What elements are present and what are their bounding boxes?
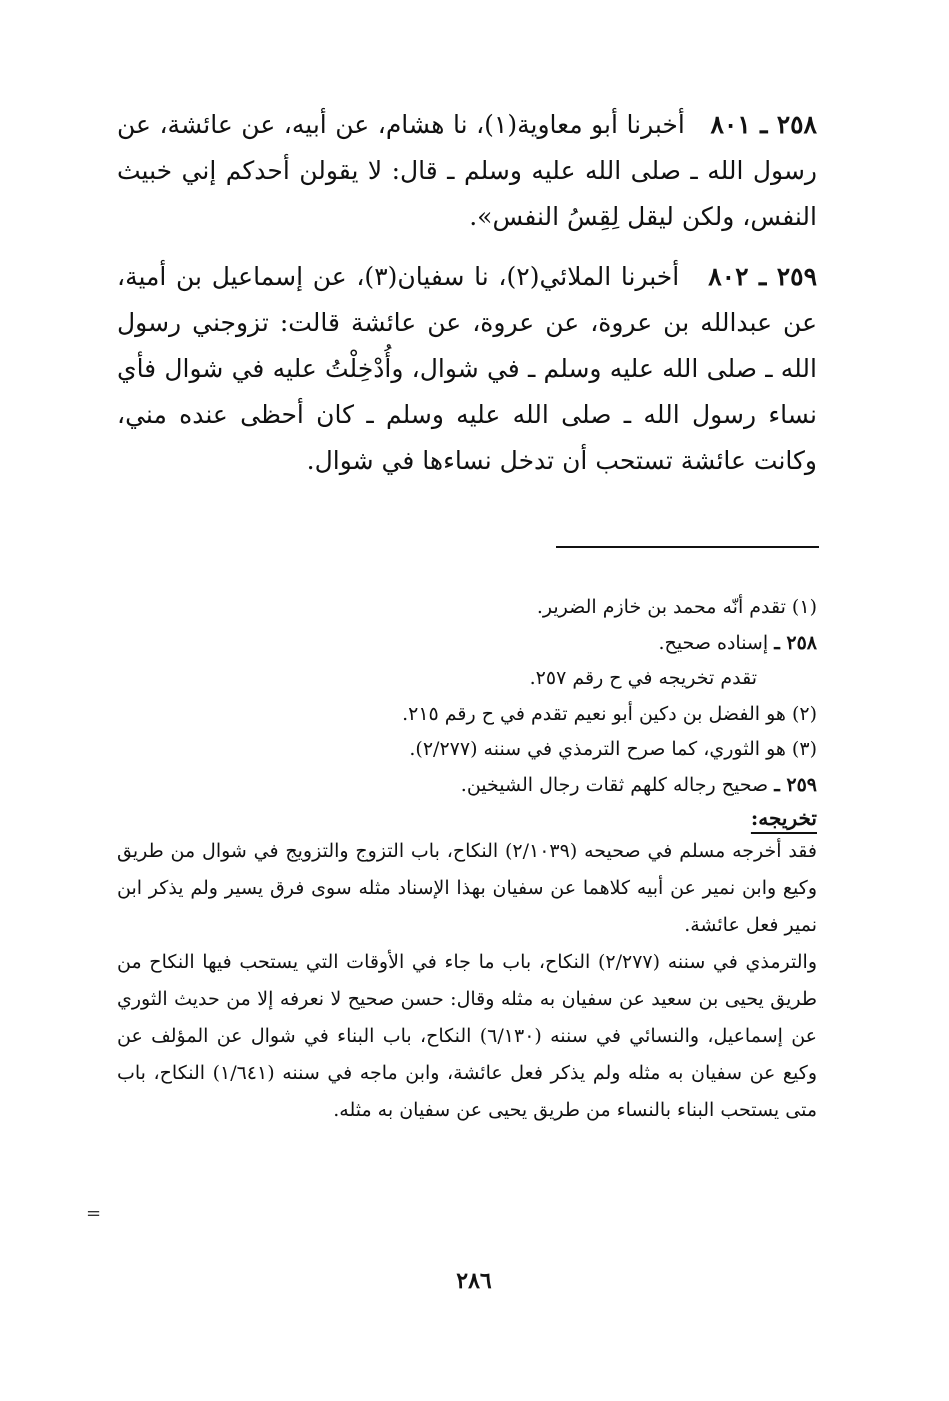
page-number: ٢٨٦ (456, 1268, 492, 1294)
hadith-258 (117, 102, 817, 240)
grade-text: إسناده صحيح. (658, 631, 769, 654)
grade-258 (117, 626, 817, 662)
grade-text: صحيح رجاله كلهم ثقات رجال الشيخين. (460, 773, 769, 796)
reference-258: تقدم تخريجه في ح رقم ٢٥٧. (529, 667, 757, 689)
grade-259 (117, 768, 817, 804)
takhrij-paragraph-2: والترمذي في سننه (٢/٢٧٧) النكاح، باب ما جاء في الأوقات التي يستحب فيها النكاح من طريق يحيى بن سعيد عن سفيان به مثله وقال: حسن صحيح لا نعرفه إلا من حديث الثوري عن إسماعيل، والنسائي في سننه (٦/١٣٠) النكاح، باب البناء في شوال عن المؤلف عن وكيع عن سفيان به مثله ولم يذكر فعل عائشة، وابن ماجه في سننه (١/٦٤١) النكاح، باب متى يستحب البناء بالنساء من طريق يحيى عن سفيان به مثله. (117, 951, 818, 1121)
footnotes (117, 590, 817, 1129)
hadith-number: ٢٥٩ ـ ٨٠٢ (708, 262, 818, 291)
footnote-2: (٢) هو الفضل بن دكين أبو نعيم تقدم في ح رقم ٢١٥. (402, 702, 817, 725)
footnote-1: (١) تقدم أنّه محمد بن خازم الضرير. (536, 596, 817, 618)
hadith-number: ٢٥٨ ـ ٨٠١ (710, 110, 817, 139)
hadith-text: أخبرنا الملائي(٢)، نا سفيان(٣)، عن إسماعيل بن أمية، عن عبدالله بن عروة، عن عروة، عن عائشة قالت: تزوجني رسول الله ـ صلى الله عليه وسلم ـ في شوال، وأُدْخِلْتُ عليه في شوال فأي نساء رسول الله ـ صلى الله عليه وسلم ـ كان أحظى عنده مني، وكانت عائشة تستحب أن تدخل نساءها في شوال. (117, 262, 817, 475)
grade-label: ٢٥٨ ـ (774, 631, 817, 654)
takhrij-paragraph-1: فقد أخرجه مسلم في صحيحه (٢/١٠٣٩) النكاح، باب التزوج والتزويج في شوال من طريق وكيع وابن نمير عن أبيه كلاهما عن سفيان بهذا الإسناد مثله سوى فرق يسير ولم يذكر ابن نمير فعل عائشة. (117, 840, 817, 936)
hadith-text: أخبرنا أبو معاوية(١)، نا هشام، عن أبيه، عن عائشة، عن رسول الله ـ صلى الله عليه وسلم ـ قال: لا يقولن أحدكم إني خبيث النفس، ولكن ليقل لِقِسُ النفس». (117, 110, 817, 231)
footnote-divider (556, 546, 819, 548)
margin-mark: = (86, 1203, 102, 1224)
hadith-259 (117, 254, 817, 484)
grade-label: ٢٥٩ ـ (774, 773, 817, 796)
takhrij-heading: تخريجه: (750, 806, 817, 830)
footnote-3: (٣) هو الثوري، كما صرح الترمذي في سننه (٢/٢٧٧). (409, 738, 817, 760)
main-text (117, 102, 817, 484)
